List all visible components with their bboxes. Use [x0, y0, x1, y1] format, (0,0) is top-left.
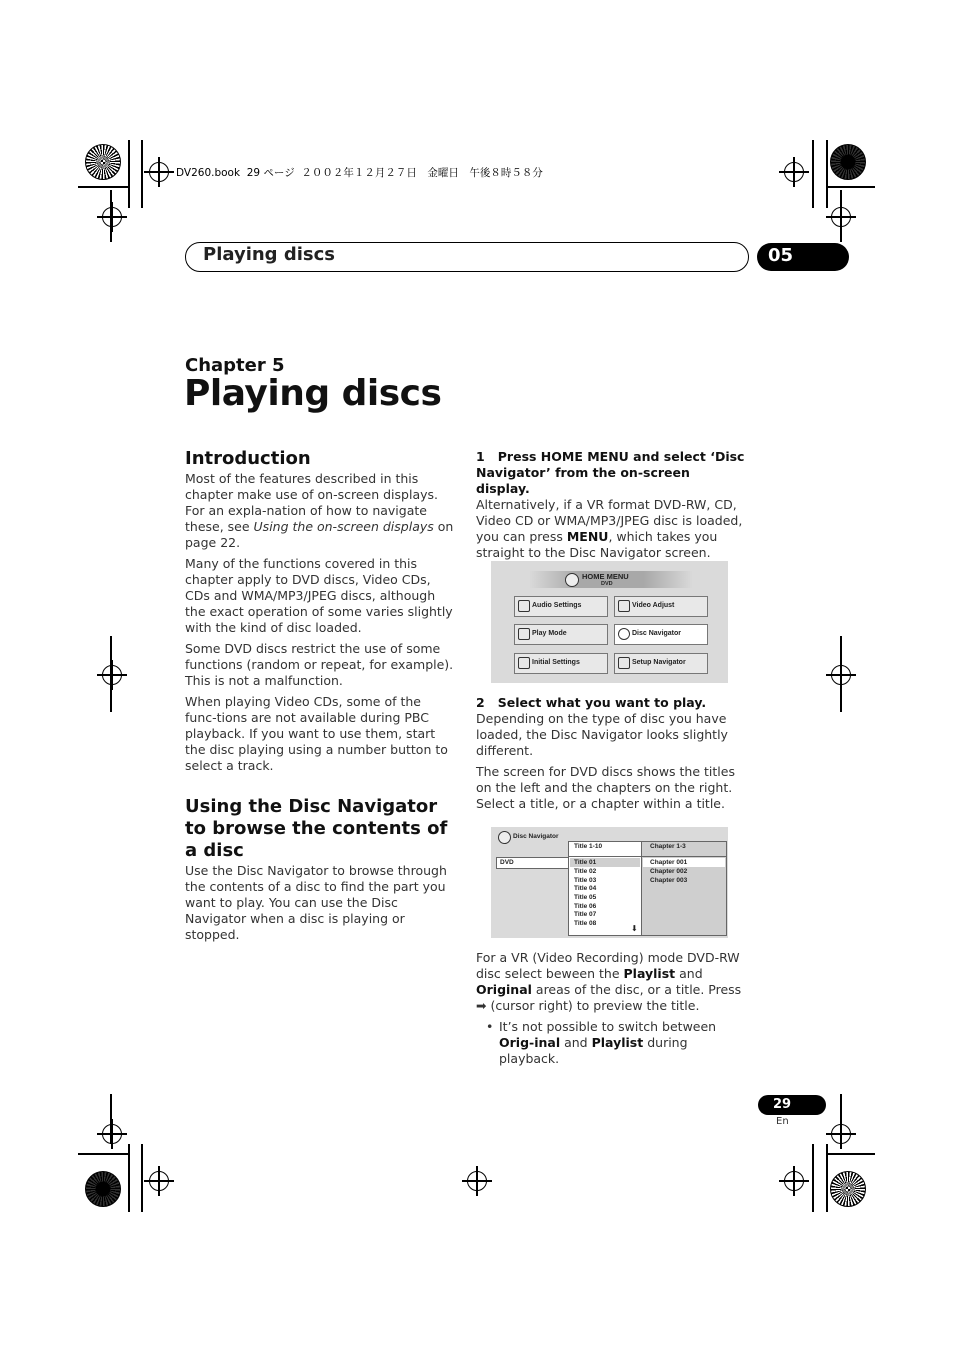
step-1: [476, 449, 746, 561]
registration-target-icon: [149, 162, 169, 182]
disc-navigator-title: Disc Navigator: [513, 833, 559, 840]
chapter-number: 05: [768, 245, 794, 266]
step-2: [476, 695, 746, 812]
registration-target-icon: [784, 1171, 804, 1191]
video-adjust-button[interactable]: Video Adjust: [614, 596, 708, 617]
divider: [569, 856, 641, 857]
chapter-number-badge: [757, 243, 849, 271]
settings-icon: [518, 657, 530, 669]
page-title: Playing discs: [184, 373, 442, 414]
navigator-heading: Using the Disc Navigator to browse the contents of a disc: [185, 796, 448, 861]
title-list-item[interactable]: Title 06: [574, 903, 597, 910]
play-mode-button[interactable]: Play Mode: [514, 624, 608, 645]
registration-target-icon: [831, 665, 851, 685]
disc-navigator-icon: [498, 831, 511, 844]
page-number-badge: [758, 1095, 826, 1115]
cursor-right-arrow-icon: ➡: [476, 998, 487, 1013]
title-list-item[interactable]: Title 05: [574, 894, 597, 901]
chapter-list-item[interactable]: Chapter 003: [650, 877, 688, 884]
step-2-title: 2 Select what you want to play.: [476, 695, 707, 710]
title-list-item[interactable]: Title 04: [574, 885, 597, 892]
divider: [642, 856, 726, 857]
registration-target-icon: [831, 207, 851, 227]
introduction-para-1: Most of the features described in this chapter make use of on-screen displays. For an expla-nation of how to navigate these, see Using the on-screen displays on page 22.: [185, 471, 454, 550]
registration-star-icon: [830, 144, 866, 180]
scroll-down-arrow-icon[interactable]: ⬇: [631, 924, 638, 933]
title-list-item[interactable]: Title 01: [574, 859, 597, 866]
registration-star-icon: [85, 1171, 121, 1207]
title-list-item[interactable]: Title 07: [574, 911, 597, 918]
title-list-item[interactable]: Title 03: [574, 877, 597, 884]
registration-target-icon: [102, 207, 122, 227]
registration-target-icon: [784, 162, 804, 182]
registration-target-icon: [831, 1124, 851, 1144]
registration-target-icon: [102, 665, 122, 685]
disc-icon: [565, 573, 579, 587]
registration-target-icon: [102, 1124, 122, 1144]
play-mode-icon: [518, 628, 530, 640]
registration-target-icon: [467, 1171, 487, 1191]
chapter-label: Chapter 5: [185, 355, 285, 376]
bullet-item: • It’s not possible to switch between Orig-inal and Playlist during playback.: [486, 1019, 717, 1066]
home-menu-title: HOME MENU: [582, 572, 629, 581]
navigator-para: Use the Disc Navigator to browse through the contents of a disc to find the part you want to play. You can use the Disc Navigator when a disc is playing or stopped.: [185, 863, 447, 942]
titles-header: Title 1-10: [574, 843, 603, 850]
titles-list: [568, 841, 642, 936]
step-2-para-2: The screen for DVD discs shows the titles on the left and the chapters on the right. Select a title, or a chapter within a title.: [476, 764, 735, 811]
introduction-para-4: When playing Video CDs, some of the func-tions are not available during PBC playback. If you want to use them, start the disc playing using a number button to select a track.: [185, 694, 448, 773]
vr-mode-para: For a VR (Video Recording) mode DVD-RW disc select beween the Playlist and Original areas of the disc, or a title. Press ➡ (cursor right) to preview the title.: [476, 950, 742, 1013]
introduction-para-3: Some DVD discs restrict the use of some functions (random or repeat, for example). This is not a malfunction.: [185, 641, 454, 688]
title-list-item[interactable]: Title 02: [574, 868, 597, 875]
video-icon: [618, 600, 630, 612]
registration-star-icon: [830, 1171, 866, 1207]
introduction-heading: Introduction: [185, 448, 311, 469]
page-number: 29: [773, 1097, 792, 1112]
home-menu-screen: [491, 561, 728, 683]
title-list-item[interactable]: Title 08: [574, 920, 597, 927]
disc-navigator-button[interactable]: Disc Navigator: [614, 624, 708, 645]
disc-navigator-screen: [491, 827, 728, 938]
audio-settings-button[interactable]: Audio Settings: [514, 596, 608, 617]
disc-navigator-icon: [618, 628, 630, 640]
chapter-list-item[interactable]: Chapter 001: [650, 859, 688, 866]
setup-navigator-button[interactable]: Setup Navigator: [614, 653, 708, 674]
print-header: DV260.book 29 ページ ２００２年１２月２７日 金曜日 午後８時５８分: [176, 167, 543, 179]
chapters-list: [641, 841, 727, 936]
home-menu-subtitle: DVD: [601, 581, 613, 587]
setup-icon: [618, 657, 630, 669]
speaker-icon: [518, 600, 530, 612]
registration-target-icon: [149, 1171, 169, 1191]
running-header-title: Playing discs: [203, 244, 335, 265]
registration-star-icon: [85, 144, 121, 180]
step-1-body: Alternatively, if a VR format DVD-RW, CD, Video CD or WMA/MP3/JPEG disc is loaded, you can press MENU, which takes you straight to the Disc Navigator screen.: [476, 497, 743, 560]
chapter-list-item[interactable]: Chapter 002: [650, 868, 688, 875]
disc-type-item[interactable]: DVD: [496, 857, 570, 869]
language-label: En: [776, 1116, 789, 1127]
introduction-para-2: Many of the functions covered in this chapter apply to DVD discs, Video CDs, CDs and WMA/MP3/JPEG discs, although the exact operation of some varies slightly with the kind of disc loaded.: [185, 556, 453, 635]
step-2-para-1: Depending on the type of disc you have loaded, the Disc Navigator looks slightly different.: [476, 711, 728, 758]
chapters-header: Chapter 1-3: [650, 843, 686, 850]
initial-settings-button[interactable]: Initial Settings: [514, 653, 608, 674]
bullet-icon: •: [486, 1019, 494, 1034]
step-1-title: 1 Press HOME MENU and select ‘Disc Navigator’ from the on-screen display.: [476, 449, 745, 496]
left-column: [185, 448, 455, 943]
